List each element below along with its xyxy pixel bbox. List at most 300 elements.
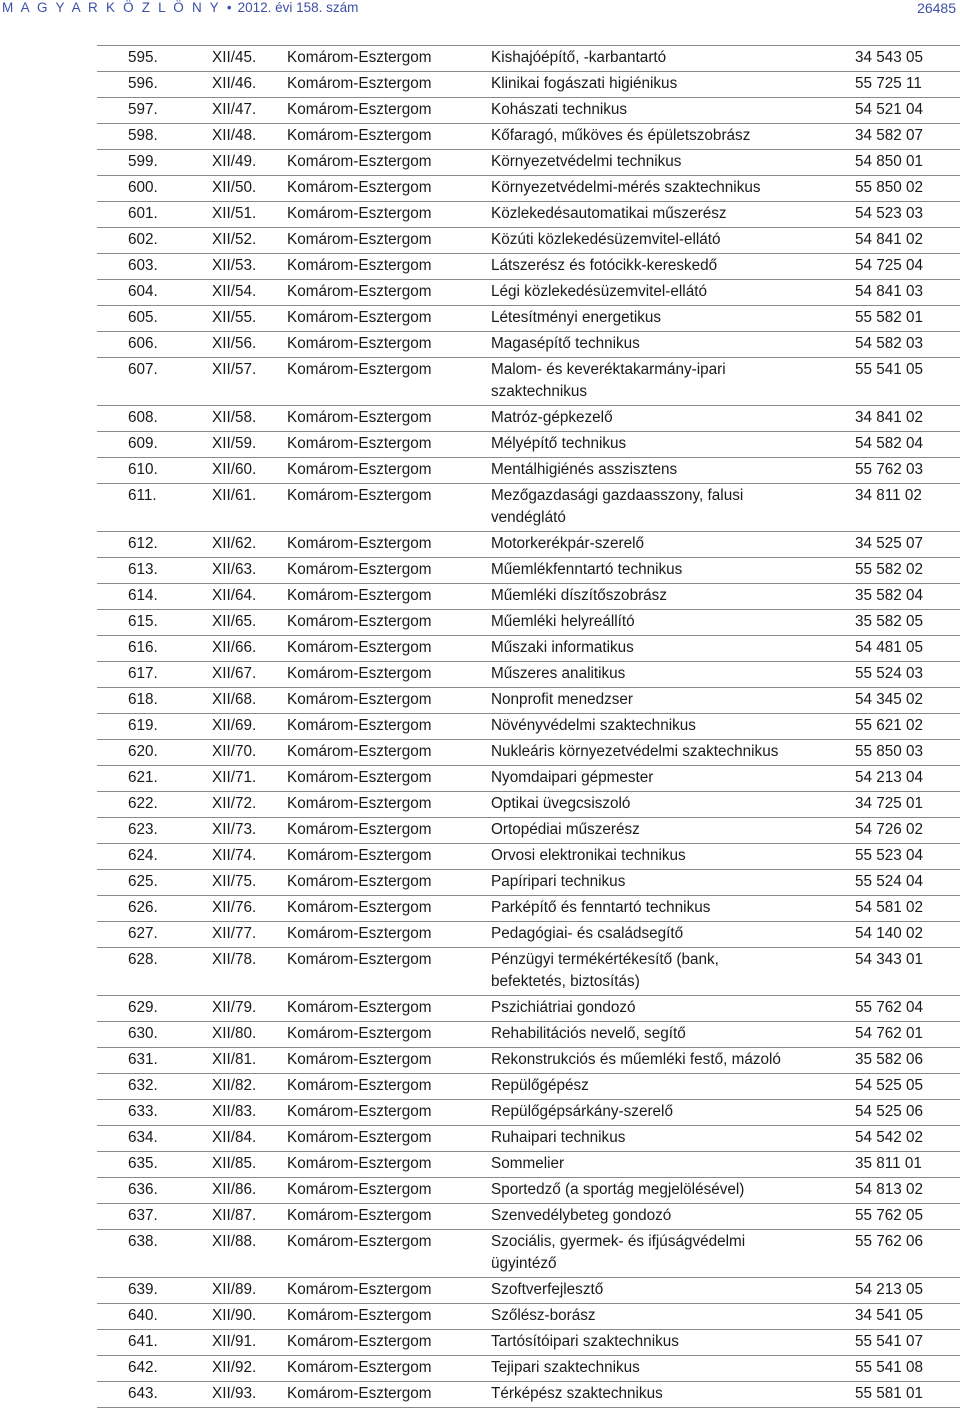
row-number: 626.	[128, 899, 158, 916]
row-code: XII/84.	[212, 1129, 257, 1146]
county-cell: Komárom-Esztergom	[287, 795, 432, 812]
okj-code: 55 725 11	[855, 75, 922, 92]
qualification-name-line: Pedagógiai- és családsegítő	[491, 925, 684, 942]
county-cell: Komárom-Esztergom	[287, 925, 432, 942]
row-code: XII/78.	[212, 951, 257, 968]
qualification-name	[491, 177, 761, 199]
table-row	[97, 176, 960, 202]
table-row	[97, 818, 960, 844]
county-cell: Komárom-Esztergom	[287, 153, 432, 170]
okj-code: 35 582 04	[855, 587, 924, 604]
okj-code: 34 725 01	[855, 795, 924, 812]
qualification-name-line: Mélyépítő technikus	[491, 435, 627, 452]
county-cell: Komárom-Esztergom	[287, 1129, 432, 1146]
row-code: XII/83.	[212, 1103, 257, 1120]
qualification-name-line: Közúti közlekedésüzemvitel-ellátó	[491, 231, 721, 248]
row-code: XII/73.	[212, 821, 257, 838]
row-number: 630.	[128, 1025, 158, 1042]
publication-title	[2, 0, 358, 15]
qualification-name	[491, 533, 644, 555]
qualification-name-line: Látszerész és fotócikk-kereskedő	[491, 257, 718, 274]
table-row	[97, 948, 960, 996]
county-cell: Komárom-Esztergom	[287, 1103, 432, 1120]
county-cell: Komárom-Esztergom	[287, 1333, 432, 1350]
county-cell: Komárom-Esztergom	[287, 821, 432, 838]
qualification-name-line: Parképítő és fenntartó technikus	[491, 899, 711, 916]
row-number: 597.	[128, 101, 158, 118]
qualification-name	[491, 689, 633, 711]
county-cell: Komárom-Esztergom	[287, 257, 432, 274]
row-code: XII/69.	[212, 717, 257, 734]
table-row	[97, 72, 960, 98]
qualification-name	[491, 663, 625, 685]
qualification-name-line: Rekonstrukciós és műemléki festő, mázoló	[491, 1051, 781, 1068]
qualification-name	[491, 1205, 671, 1227]
row-code: XII/72.	[212, 795, 257, 812]
bullet-separator: •	[226, 0, 232, 15]
issue-label: 2012. évi 158. szám	[237, 0, 359, 15]
qualification-name	[491, 559, 682, 581]
row-number: 609.	[128, 435, 158, 452]
qualification-name-line: befektetés, biztosítás)	[491, 973, 640, 990]
qualification-name	[491, 585, 667, 607]
okj-code: 54 542 02	[855, 1129, 924, 1146]
qualification-name-line: Nukleáris környezetvédelmi szaktechnikus	[491, 743, 779, 760]
row-code: XII/54.	[212, 283, 257, 300]
county-cell: Komárom-Esztergom	[287, 1307, 432, 1324]
county-cell: Komárom-Esztergom	[287, 1155, 432, 1172]
row-number: 612.	[128, 535, 158, 552]
qualification-name	[491, 125, 750, 147]
row-code: XII/63.	[212, 561, 257, 578]
qualification-name-line: Környezetvédelmi-mérés szaktechnikus	[491, 179, 761, 196]
qualification-name	[491, 845, 686, 867]
row-number: 605.	[128, 309, 158, 326]
table-row	[97, 1356, 960, 1382]
row-code: XII/86.	[212, 1181, 257, 1198]
row-code: XII/52.	[212, 231, 257, 248]
row-code: XII/89.	[212, 1281, 257, 1298]
okj-code: 54 525 06	[855, 1103, 924, 1120]
okj-code: 54 841 02	[855, 231, 924, 248]
row-number: 622.	[128, 795, 158, 812]
okj-code: 55 541 08	[855, 1359, 924, 1376]
qualification-name-line: Orvosi elektronikai technikus	[491, 847, 686, 864]
table-row	[97, 688, 960, 714]
qualification-name-line: Műemléki helyreállító	[491, 613, 635, 630]
qualification-name-line: Repülőgépsárkány-szerelő	[491, 1103, 673, 1120]
qualification-name-line: Kohászati technikus	[491, 101, 628, 118]
county-cell: Komárom-Esztergom	[287, 1207, 432, 1224]
row-code: XII/91.	[212, 1333, 257, 1350]
row-number: 600.	[128, 179, 158, 196]
table-row	[97, 714, 960, 740]
qualification-name-line: Közlekedésautomatikai műszerész	[491, 205, 727, 222]
table-row	[97, 1048, 960, 1074]
row-code: XII/77.	[212, 925, 257, 942]
table-row	[97, 306, 960, 332]
okj-code: 34 841 02	[855, 409, 924, 426]
okj-code: 35 582 05	[855, 613, 924, 630]
county-cell: Komárom-Esztergom	[287, 1281, 432, 1298]
row-code: XII/55.	[212, 309, 257, 326]
qualification-name-line: ügyintéző	[491, 1255, 557, 1272]
county-cell: Komárom-Esztergom	[287, 1359, 432, 1376]
qualification-name	[491, 281, 707, 303]
qualification-name-line: Papíripari technikus	[491, 873, 626, 890]
table-row	[97, 1152, 960, 1178]
row-code: XII/60.	[212, 461, 257, 478]
okj-code: 54 582 04	[855, 435, 924, 452]
qualification-name	[491, 1383, 663, 1405]
qualification-name-line: Matróz-gépkezelő	[491, 409, 613, 426]
row-code: XII/67.	[212, 665, 257, 682]
qualification-name-line: Sportedző (a sportág megjelölésével)	[491, 1181, 745, 1198]
qualification-name-line: Nonprofit menedzser	[491, 691, 633, 708]
table-row	[97, 1330, 960, 1356]
qualification-name	[491, 793, 630, 815]
qualification-name-line: Sommelier	[491, 1155, 565, 1172]
qualification-name-line: Növényvédelmi szaktechnikus	[491, 717, 696, 734]
county-cell: Komárom-Esztergom	[287, 1233, 432, 1250]
row-code: XII/85.	[212, 1155, 257, 1172]
qualification-name	[491, 997, 636, 1019]
okj-code: 34 543 05	[855, 49, 924, 66]
qualification-name	[491, 611, 635, 633]
row-number: 601.	[128, 205, 158, 222]
county-cell: Komárom-Esztergom	[287, 309, 432, 326]
row-number: 624.	[128, 847, 158, 864]
row-code: XII/51.	[212, 205, 257, 222]
page-header	[0, 0, 960, 22]
okj-code: 55 621 02	[855, 717, 924, 734]
table-row	[97, 46, 960, 72]
row-number: 595.	[128, 49, 158, 66]
okj-code: 55 762 05	[855, 1207, 924, 1224]
table-row	[97, 1304, 960, 1330]
qualification-name	[491, 407, 613, 429]
okj-code: 54 213 04	[855, 769, 924, 786]
county-cell: Komárom-Esztergom	[287, 999, 432, 1016]
row-number: 641.	[128, 1333, 158, 1350]
qualification-name	[491, 897, 710, 919]
row-number: 610.	[128, 461, 158, 478]
qualification-name	[491, 47, 666, 69]
county-cell: Komárom-Esztergom	[287, 769, 432, 786]
table-row	[97, 1126, 960, 1152]
publication-name: M A G Y A R K Ö Z L Ö N Y	[2, 0, 221, 15]
qualification-name-line: Mentálhigiénés asszisztens	[491, 461, 678, 478]
qualification-name-line: Nyomdaipari gépmester	[491, 769, 654, 786]
row-number: 614.	[128, 587, 158, 604]
qualification-name	[491, 1231, 745, 1275]
row-number: 606.	[128, 335, 158, 352]
row-number: 625.	[128, 873, 158, 890]
qualification-name	[491, 459, 677, 481]
row-code: XII/65.	[212, 613, 257, 630]
qualification-name-line: Műemléki díszítőszobrász	[491, 587, 667, 604]
row-code: XII/45.	[212, 49, 257, 66]
row-code: XII/48.	[212, 127, 257, 144]
row-code: XII/80.	[212, 1025, 257, 1042]
table-row	[97, 558, 960, 584]
table-row	[97, 228, 960, 254]
row-code: XII/58.	[212, 409, 257, 426]
row-number: 613.	[128, 561, 158, 578]
qualification-name-line: Malom- és keveréktakarmány-ipari	[491, 361, 726, 378]
okj-code: 34 811 02	[855, 487, 922, 504]
county-cell: Komárom-Esztergom	[287, 283, 432, 300]
county-cell: Komárom-Esztergom	[287, 873, 432, 890]
qualification-name	[491, 1179, 744, 1201]
row-code: XII/87.	[212, 1207, 257, 1224]
qualification-name	[491, 1305, 596, 1327]
qualification-name	[491, 1331, 679, 1353]
okj-code: 55 582 02	[855, 561, 924, 578]
county-cell: Komárom-Esztergom	[287, 951, 432, 968]
row-number: 602.	[128, 231, 158, 248]
row-code: XII/75.	[212, 873, 257, 890]
qualification-name-line: Tejipari szaktechnikus	[491, 1359, 640, 1376]
okj-code: 55 762 04	[855, 999, 924, 1016]
row-code: XII/50.	[212, 179, 257, 196]
county-cell: Komárom-Esztergom	[287, 1025, 432, 1042]
table-row	[97, 202, 960, 228]
row-number: 639.	[128, 1281, 158, 1298]
row-number: 603.	[128, 257, 158, 274]
qualification-name	[491, 1049, 781, 1071]
table-row	[97, 150, 960, 176]
qualification-name-line: Szoftverfejlesztő	[491, 1281, 604, 1298]
row-code: XII/61.	[212, 487, 257, 504]
okj-code: 54 850 01	[855, 153, 924, 170]
county-cell: Komárom-Esztergom	[287, 75, 432, 92]
row-code: XII/57.	[212, 361, 257, 378]
row-code: XII/59.	[212, 435, 257, 452]
okj-code: 55 762 03	[855, 461, 924, 478]
qualification-name	[491, 1153, 564, 1175]
row-number: 643.	[128, 1385, 158, 1402]
qualification-name-line: Motorkerékpár-szerelő	[491, 535, 645, 552]
qualification-name	[491, 307, 661, 329]
table-row	[97, 484, 960, 532]
county-cell: Komárom-Esztergom	[287, 743, 432, 760]
county-cell: Komárom-Esztergom	[287, 409, 432, 426]
row-code: XII/88.	[212, 1233, 257, 1250]
okj-code: 55 541 07	[855, 1333, 924, 1350]
row-code: XII/56.	[212, 335, 257, 352]
qualification-name	[491, 871, 625, 893]
county-cell: Komárom-Esztergom	[287, 717, 432, 734]
row-number: 621.	[128, 769, 158, 786]
okj-code: 54 725 04	[855, 257, 924, 274]
okj-code: 55 762 06	[855, 1233, 924, 1250]
row-number: 634.	[128, 1129, 158, 1146]
qualification-name-line: Műemlékfenntartó technikus	[491, 561, 683, 578]
row-number: 623.	[128, 821, 158, 838]
okj-code: 54 841 03	[855, 283, 924, 300]
county-cell: Komárom-Esztergom	[287, 899, 432, 916]
row-code: XII/62.	[212, 535, 257, 552]
qualification-name	[491, 255, 717, 277]
okj-code: 34 541 05	[855, 1307, 924, 1324]
qualification-name	[491, 229, 721, 251]
table-row	[97, 870, 960, 896]
row-number: 633.	[128, 1103, 158, 1120]
county-cell: Komárom-Esztergom	[287, 639, 432, 656]
qualification-name-line: Térképész szaktechnikus	[491, 1385, 663, 1402]
qualification-name	[491, 923, 683, 945]
county-cell: Komárom-Esztergom	[287, 179, 432, 196]
table-row	[97, 532, 960, 558]
qualification-name	[491, 1023, 686, 1045]
row-number: 611.	[128, 487, 157, 504]
row-code: XII/66.	[212, 639, 257, 656]
okj-code: 54 581 02	[855, 899, 924, 916]
qualification-name	[491, 1279, 603, 1301]
county-cell: Komárom-Esztergom	[287, 49, 432, 66]
qualification-name-line: Környezetvédelmi technikus	[491, 153, 682, 170]
table-row	[97, 740, 960, 766]
row-number: 607.	[128, 361, 158, 378]
table-row	[97, 1204, 960, 1230]
okj-code: 54 140 02	[855, 925, 924, 942]
row-code: XII/79.	[212, 999, 257, 1016]
row-code: XII/74.	[212, 847, 257, 864]
row-number: 631.	[128, 1051, 158, 1068]
row-number: 628.	[128, 951, 158, 968]
row-number: 635.	[128, 1155, 158, 1172]
county-cell: Komárom-Esztergom	[287, 587, 432, 604]
qualification-name-line: Magasépítő technikus	[491, 335, 640, 352]
okj-code: 55 524 04	[855, 873, 924, 890]
okj-code: 55 582 01	[855, 309, 924, 326]
okj-code: 54 582 03	[855, 335, 924, 352]
row-code: XII/90.	[212, 1307, 257, 1324]
okj-code: 54 481 05	[855, 639, 924, 656]
table-row	[97, 610, 960, 636]
qualification-name-line: Légi közlekedésüzemvitel-ellátó	[491, 283, 707, 300]
table-row	[97, 792, 960, 818]
table-row	[97, 1382, 960, 1408]
county-cell: Komárom-Esztergom	[287, 435, 432, 452]
county-cell: Komárom-Esztergom	[287, 127, 432, 144]
qualification-name	[491, 203, 727, 225]
qualification-name-line: Pénzügyi termékértékesítő (bank,	[491, 951, 719, 968]
qualification-name	[491, 767, 653, 789]
row-number: 617.	[128, 665, 158, 682]
okj-code: 55 523 04	[855, 847, 924, 864]
county-cell: Komárom-Esztergom	[287, 561, 432, 578]
county-cell: Komárom-Esztergom	[287, 1181, 432, 1198]
row-number: 638.	[128, 1233, 158, 1250]
qualification-name-line: Klinikai fogászati higiénikus	[491, 75, 678, 92]
qualification-name-line: Kishajóépítő, -karbantartó	[491, 49, 667, 66]
row-number: 619.	[128, 717, 158, 734]
okj-code: 55 581 01	[855, 1385, 924, 1402]
qualification-name-line: Szenvedélybeteg gondozó	[491, 1207, 672, 1224]
county-cell: Komárom-Esztergom	[287, 461, 432, 478]
table-row	[97, 1100, 960, 1126]
qualification-name	[491, 949, 719, 993]
qualification-name	[491, 433, 626, 455]
table-row	[97, 996, 960, 1022]
row-number: 604.	[128, 283, 158, 300]
table-row	[97, 922, 960, 948]
row-code: XII/64.	[212, 587, 257, 604]
table-row	[97, 1074, 960, 1100]
qualification-name	[491, 1101, 673, 1123]
qualification-name	[491, 819, 640, 841]
qualification-name-line: szaktechnikus	[491, 383, 588, 400]
qualification-name-line: Szőlész-borász	[491, 1307, 596, 1324]
row-number: 615.	[128, 613, 158, 630]
qualification-name-line: Pszichiátriai gondozó	[491, 999, 636, 1016]
table-row	[97, 896, 960, 922]
qualification-name	[491, 485, 743, 529]
county-cell: Komárom-Esztergom	[287, 691, 432, 708]
table-row	[97, 432, 960, 458]
okj-code: 54 762 01	[855, 1025, 924, 1042]
table-row	[97, 584, 960, 610]
row-number: 599.	[128, 153, 158, 170]
row-number: 627.	[128, 925, 158, 942]
table-row	[97, 1178, 960, 1204]
page-number: 26485	[917, 0, 956, 16]
okj-code: 55 850 03	[855, 743, 924, 760]
qualification-name	[491, 741, 778, 763]
okj-code: 34 582 07	[855, 127, 924, 144]
qualification-name-line: Kőfaragó, műköves és épületszobrász	[491, 127, 751, 144]
qualification-name-line: Műszeres analitikus	[491, 665, 626, 682]
row-number: 616.	[128, 639, 158, 656]
county-cell: Komárom-Esztergom	[287, 613, 432, 630]
qualification-name	[491, 99, 627, 121]
qualification-name-line: Optikai üvegcsiszoló	[491, 795, 631, 812]
county-cell: Komárom-Esztergom	[287, 1077, 432, 1094]
table-row	[97, 844, 960, 870]
row-number: 636.	[128, 1181, 158, 1198]
row-code: XII/81.	[212, 1051, 257, 1068]
qualification-name-line: Műszaki informatikus	[491, 639, 634, 656]
okj-code: 55 850 02	[855, 179, 924, 196]
county-cell: Komárom-Esztergom	[287, 487, 432, 504]
qualification-name-line: Rehabilitációs nevelő, segítő	[491, 1025, 686, 1042]
county-cell: Komárom-Esztergom	[287, 1051, 432, 1068]
county-cell: Komárom-Esztergom	[287, 231, 432, 248]
okj-code: 54 813 02	[855, 1181, 924, 1198]
qualification-name	[491, 637, 634, 659]
qualification-name-line: Mezőgazdasági gazdaasszony, falusi	[491, 487, 744, 504]
row-code: XII/49.	[212, 153, 257, 170]
qualification-name-line: Ortopédiai műszerész	[491, 821, 640, 838]
qualification-name-line: Létesítményi energetikus	[491, 309, 662, 326]
county-cell: Komárom-Esztergom	[287, 847, 432, 864]
okj-code: 55 541 05	[855, 361, 924, 378]
okj-code: 54 523 03	[855, 205, 924, 222]
qualification-name-line: Ruhaipari technikus	[491, 1129, 626, 1146]
okj-code: 54 521 04	[855, 101, 924, 118]
row-code: XII/92.	[212, 1359, 257, 1376]
okj-code: 55 524 03	[855, 665, 924, 682]
qualification-name	[491, 333, 640, 355]
qualification-name	[491, 1357, 640, 1379]
table-row	[97, 1278, 960, 1304]
table-row	[97, 458, 960, 484]
qualification-name-line: Tartósítóipari szaktechnikus	[491, 1333, 679, 1350]
qualification-table	[97, 45, 960, 1408]
okj-code: 54 525 05	[855, 1077, 924, 1094]
